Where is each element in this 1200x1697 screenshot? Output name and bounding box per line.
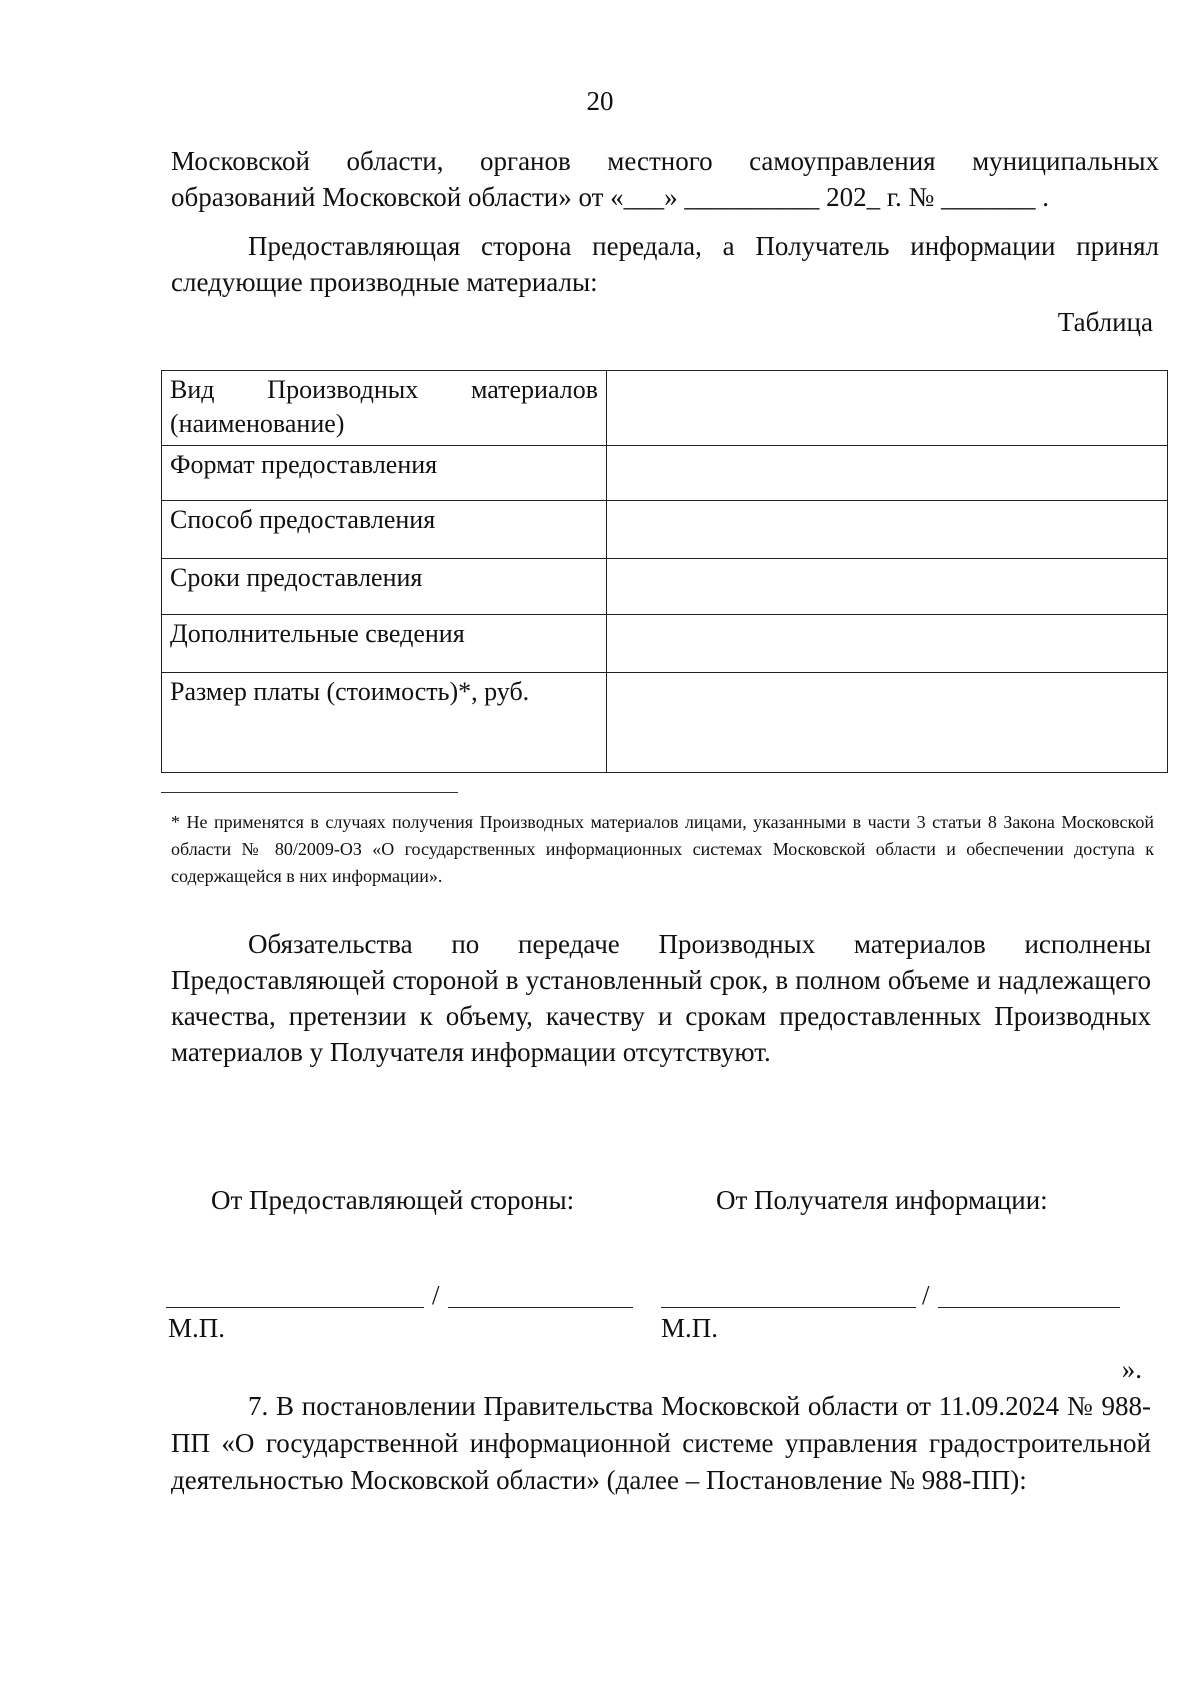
table-row bbox=[162, 501, 1168, 559]
recipient-signature-heading: От Получателя информации: bbox=[716, 1185, 1048, 1215]
row-value bbox=[607, 371, 1168, 446]
recipient-signature-separator: / bbox=[922, 1280, 930, 1310]
table-row bbox=[162, 371, 1168, 446]
footnote-separator bbox=[161, 792, 458, 793]
transfer-paragraph: Предоставляющая сторона передала, а Получатель информации принял следующие производные материалы: bbox=[171, 231, 1159, 297]
row-label bbox=[162, 371, 607, 446]
provider-signature-heading: От Предоставляющей стороны: bbox=[211, 1185, 575, 1215]
provider-signature-separator: / bbox=[432, 1280, 440, 1310]
intro-line-1: Московской области, органов местного самоуправления муниципальных bbox=[171, 146, 1159, 176]
table-row bbox=[162, 673, 1168, 773]
recipient-stamp-label: М.П. bbox=[661, 1313, 719, 1343]
table-row bbox=[162, 446, 1168, 501]
row-label: Дополнительные сведения bbox=[162, 615, 607, 673]
footnote: * Не применятся в случаях получения Производных материалов лицами, указанными в части 3 статьи 8 Закона Московской области № 80/2009-ОЗ «О государственных информационных системах Московской области и обеспечении доступа к содержащейся в них информации». bbox=[171, 812, 1154, 886]
row-label: Формат предоставления bbox=[162, 446, 607, 501]
row-label: Сроки предоставления bbox=[162, 559, 607, 615]
provider-signature-line bbox=[166, 1307, 424, 1308]
provider-name-line bbox=[448, 1307, 633, 1308]
table-caption: Таблица bbox=[1057, 307, 1153, 337]
recipient-name-line bbox=[938, 1307, 1120, 1308]
intro-line-2: образований Московской области» от «___» __________ 202_ г. № _______ . bbox=[171, 182, 1049, 212]
row-label: Способ предоставления bbox=[162, 501, 607, 559]
provider-stamp-label: М.П. bbox=[168, 1313, 226, 1343]
row-label-text: Вид Производных материалов (наименование) bbox=[170, 375, 598, 438]
page-number: 20 bbox=[586, 86, 614, 116]
item-7-paragraph: 7. В постановлении Правительства Московской области от 11.09.2024 № 988-ПП «О государственной информационной системе управления градостроительной деятельностью Московской области» (далее – Постановление № 988-ПП): bbox=[171, 1391, 1151, 1495]
row-value bbox=[607, 673, 1168, 773]
closing-quote: ». bbox=[1121, 1354, 1142, 1384]
row-value bbox=[607, 501, 1168, 559]
row-label: Размер платы (стоимость)*, руб. bbox=[162, 673, 607, 773]
row-value bbox=[607, 615, 1168, 673]
table-row bbox=[162, 559, 1168, 615]
materials-table bbox=[161, 370, 1168, 773]
recipient-signature-line bbox=[661, 1307, 916, 1308]
row-value bbox=[607, 559, 1168, 615]
obligations-paragraph: Обязательства по передаче Производных материалов исполнены Предоставляющей стороной в установленный срок, в полном объеме и надлежащего качества, претензии к объему, качеству и срокам предоставленных Производных материалов у Получателя информации отсутствуют. bbox=[171, 929, 1151, 1067]
table-row bbox=[162, 615, 1168, 673]
row-value bbox=[607, 446, 1168, 501]
